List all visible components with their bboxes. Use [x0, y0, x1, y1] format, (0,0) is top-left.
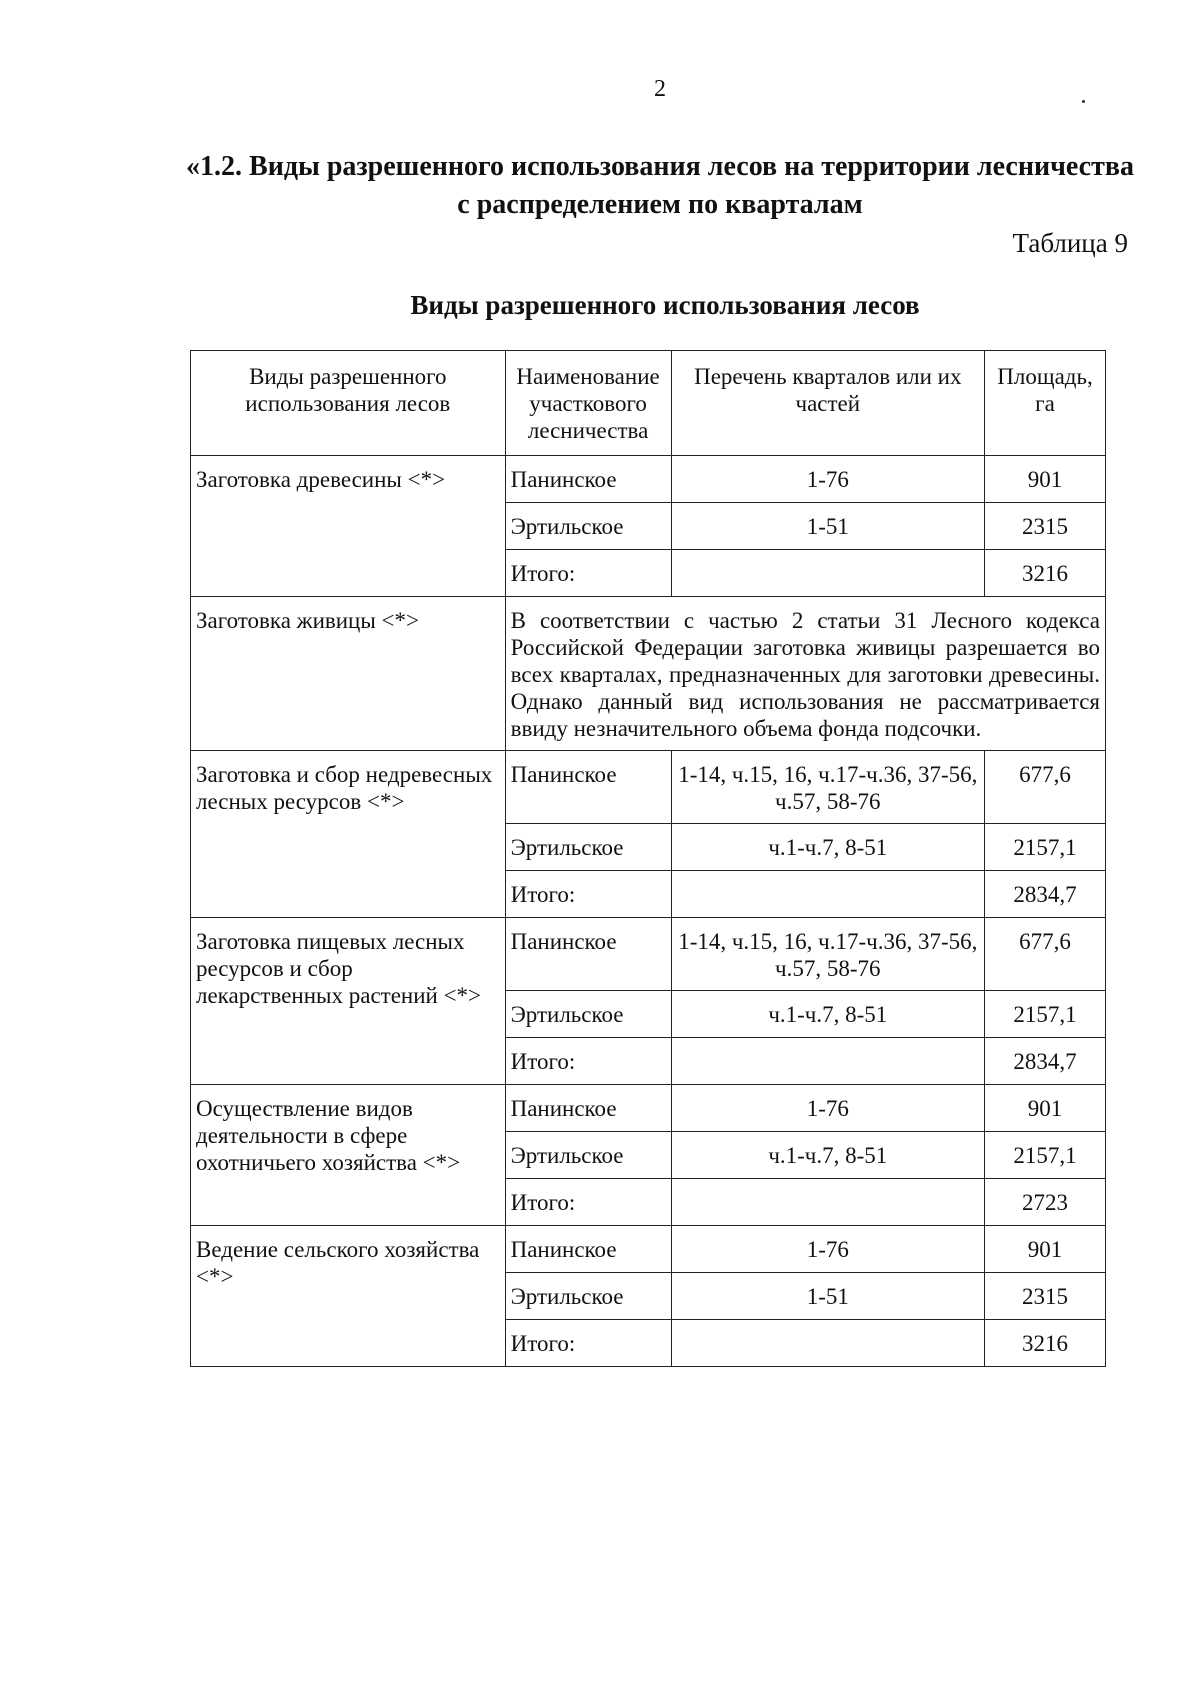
use-type-cell: Заготовка древесины <*>: [191, 456, 506, 597]
forestry-cell: Эртильское: [505, 824, 671, 871]
header-type: Виды разрешенного использования лесов: [191, 351, 506, 456]
scan-speck: [1082, 100, 1085, 103]
header-quarters: Перечень кварталов или их частей: [671, 351, 984, 456]
area-cell: 901: [985, 1226, 1106, 1273]
table-row: [191, 751, 1106, 824]
quarters-cell: ч.1-ч.7, 8-51: [671, 824, 984, 871]
note-cell: В соответствии с частью 2 статьи 31 Лесного кодекса Российской Федерации заготовка живицы разрешается во всех кварталах, предназначенных для заготовки древесины. Однако данный вид использования не рассматривается ввиду незначительного объема фонда подсочки.: [505, 597, 1105, 751]
table-caption: Виды разрешенного использования лесов: [410, 290, 920, 320]
forestry-cell: Панинское: [505, 456, 671, 503]
area-cell: 901: [985, 456, 1106, 503]
table-row: [191, 1226, 1106, 1273]
table-row: [191, 456, 1106, 503]
permitted-use-table: [190, 350, 1106, 1367]
area-cell: 677,6: [985, 751, 1106, 824]
quarters-cell: 1-14, ч.15, 16, ч.17-ч.36, 37-56, ч.57, 58-76: [671, 751, 984, 824]
quarters-cell: 1-51: [671, 1273, 984, 1320]
table-row: [191, 1085, 1106, 1132]
quarters-cell: 1-14, ч.15, 16, ч.17-ч.36, 37-56, ч.57, 58-76: [671, 918, 984, 991]
forestry-cell: Панинское: [505, 1085, 671, 1132]
total-label-cell: Итого:: [505, 871, 671, 918]
quarters-cell: [671, 1179, 984, 1226]
forestry-cell: Эртильское: [505, 991, 671, 1038]
quarters-cell: [671, 550, 984, 597]
use-type-cell: Заготовка живицы <*>: [191, 597, 506, 751]
quarters-cell: [671, 1038, 984, 1085]
area-cell: 2157,1: [985, 991, 1106, 1038]
quarters-cell: 1-76: [671, 1226, 984, 1273]
area-cell: 2315: [985, 503, 1106, 550]
table-row-note: [191, 597, 1106, 751]
quarters-cell: ч.1-ч.7, 8-51: [671, 991, 984, 1038]
total-label-cell: Итого:: [505, 550, 671, 597]
table-label: Таблица 9: [1012, 228, 1128, 258]
quarters-cell: [671, 1320, 984, 1367]
total-label-cell: Итого:: [505, 1320, 671, 1367]
use-type-cell: Заготовка пищевых лесных ресурсов и сбор лекарственных растений <*>: [191, 918, 506, 1085]
header-area: Площадь, га: [985, 351, 1106, 456]
table-header-row: [191, 351, 1106, 456]
total-label-cell: Итого:: [505, 1038, 671, 1085]
quarters-cell: [671, 871, 984, 918]
area-cell: 677,6: [985, 918, 1106, 991]
table-row: [191, 918, 1106, 991]
total-area-cell: 2834,7: [985, 1038, 1106, 1085]
forestry-cell: Панинское: [505, 918, 671, 991]
forestry-cell: Эртильское: [505, 1132, 671, 1179]
use-type-cell: Осуществление видов деятельности в сфере охотничьего хозяйства <*>: [191, 1085, 506, 1226]
total-area-cell: 2834,7: [985, 871, 1106, 918]
section-title: «1.2. Виды разрешенного использования лесов на территории лесничества с распределением по кварталам: [186, 151, 1134, 220]
area-cell: 2315: [985, 1273, 1106, 1320]
total-area-cell: 3216: [985, 550, 1106, 597]
page-number: 2: [654, 76, 666, 102]
total-area-cell: 2723: [985, 1179, 1106, 1226]
forestry-cell: Панинское: [505, 751, 671, 824]
use-type-cell: Ведение сельского хозяйства <*>: [191, 1226, 506, 1367]
use-type-cell: Заготовка и сбор недревесных лесных ресурсов <*>: [191, 751, 506, 918]
quarters-cell: 1-76: [671, 456, 984, 503]
header-forestry: Наименование участкового лесничества: [505, 351, 671, 456]
area-cell: 2157,1: [985, 824, 1106, 871]
area-cell: 901: [985, 1085, 1106, 1132]
quarters-cell: ч.1-ч.7, 8-51: [671, 1132, 984, 1179]
quarters-cell: 1-51: [671, 503, 984, 550]
total-label-cell: Итого:: [505, 1179, 671, 1226]
total-area-cell: 3216: [985, 1320, 1106, 1367]
forestry-cell: Панинское: [505, 1226, 671, 1273]
forestry-cell: Эртильское: [505, 503, 671, 550]
forestry-cell: Эртильское: [505, 1273, 671, 1320]
area-cell: 2157,1: [985, 1132, 1106, 1179]
quarters-cell: 1-76: [671, 1085, 984, 1132]
